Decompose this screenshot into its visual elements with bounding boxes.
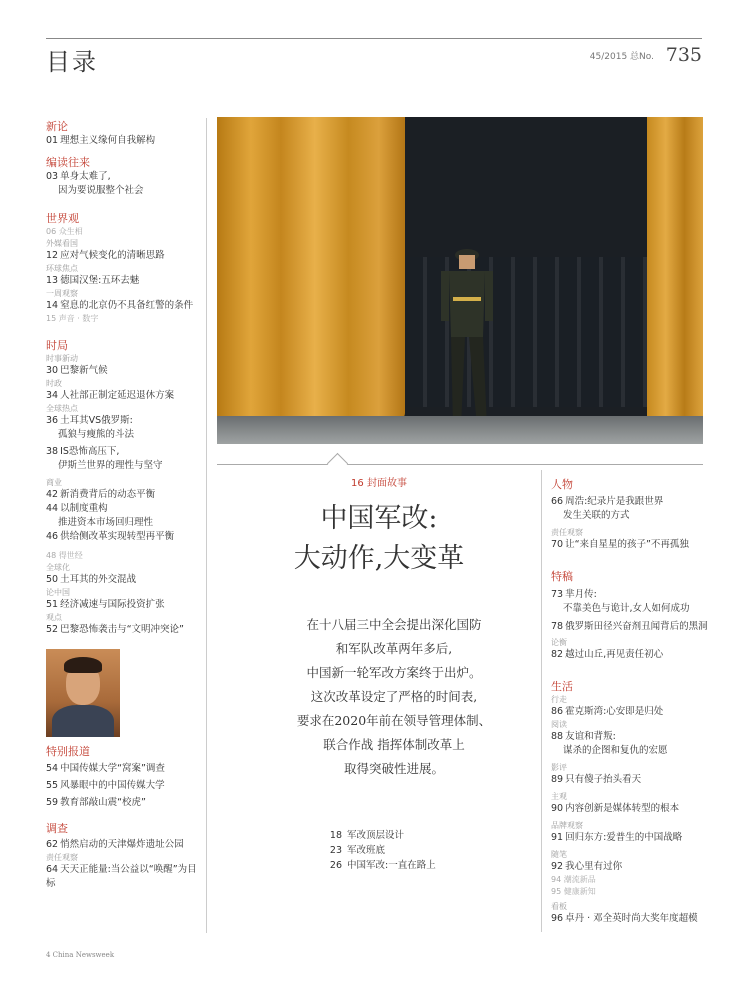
section-title: 编读往来 (46, 156, 90, 169)
subsection-label: 主观 (551, 792, 567, 801)
subsection-label: 一周观察 (46, 289, 78, 298)
toc-entry[interactable]: 92 我心里有过你 (551, 861, 623, 872)
section-title: 世界观 (46, 212, 79, 225)
minor-entry[interactable]: 15 声音 · 数字 (46, 314, 99, 323)
toc-entry[interactable]: 23 军改班底 (329, 845, 386, 856)
cover-headline: 中国军改: 大动作,大变革 (293, 503, 465, 574)
toc-entry[interactable]: 26 中国军改:一直在路上 (329, 860, 436, 871)
toc-entry[interactable]: 50 土耳其的外交混战 (46, 574, 137, 585)
toc-entry[interactable]: 73 芈月传: 不靠美色与诡计,女人如何成功 (551, 589, 690, 614)
toc-entry[interactable]: 55 风暴眼中的中国传媒大学 (46, 780, 165, 791)
subsection-label: 责任观察 (46, 853, 78, 862)
subsection-label: 时事新动 (46, 354, 78, 363)
column-divider (541, 470, 542, 932)
subsection-label: 行走 (551, 695, 567, 704)
subsection-label: 商业 (46, 478, 62, 487)
section-title: 新论 (46, 120, 68, 133)
toc-entry[interactable]: 64 天天正能量:当公益以“唤醒”为目标 (46, 864, 197, 889)
toc-entry[interactable]: 01 理想主义缘何自我解构 (46, 135, 156, 146)
left-column (46, 112, 206, 891)
toc-entry[interactable]: 66 周浩:纪录片是我跟世界 发生关联的方式 (551, 496, 664, 521)
section-rule (217, 464, 703, 465)
curtain-left (217, 117, 405, 433)
subsection-label: 论中国 (46, 588, 70, 597)
toc-entry[interactable]: 82 越过山丘,再见责任初心 (551, 649, 664, 660)
subsection-label: 随笔 (551, 850, 567, 859)
cover-lead: 在十八届三中全会提出深化国防 和军队改革两年多后, 中国新一轮军改方案终于出炉。 这次改革设定了严格的时间表, 要求在2020年前在领导管理体制、 联合作战 指挥体制改革上 取得突破性进展。 (296, 617, 492, 776)
minor-entry[interactable]: 48 得世经 (46, 551, 83, 560)
toc-entry[interactable]: 03 单身太难了, 因为要说服整个社会 (46, 171, 144, 196)
subsection-label: 影评 (551, 763, 567, 772)
section-title: 人物 (551, 478, 573, 491)
toc-entry[interactable]: 62 悄然启动的天津爆炸遗址公园 (46, 839, 184, 850)
toc-entry[interactable]: 86 霍克斯湾:心安即是归处 (551, 706, 664, 717)
toc-entry[interactable]: 51 经济减速与国际投资扩张 (46, 599, 165, 610)
subsection-label: 论衡 (551, 638, 567, 647)
toc-entry[interactable]: 18 军改顶层设计 (329, 830, 405, 841)
toc-entry[interactable]: 46 供给侧改革实现转型再平衡 (46, 531, 175, 542)
section-title: 特稿 (551, 570, 573, 583)
toc-entry[interactable]: 42 新消费背后的动态平衡 (46, 489, 156, 500)
subsection-label: 看板 (551, 902, 567, 911)
honor-guard-figure (439, 237, 495, 437)
minor-entry[interactable]: 06 众生相 (46, 227, 83, 236)
cover-story (217, 470, 541, 781)
minor-entry[interactable]: 94 潮流新品 (551, 875, 596, 884)
toc-entry[interactable]: 89 只有傻子抬头看天 (551, 774, 642, 785)
issue-number: 45/2015 (589, 52, 628, 62)
curtain-right (647, 117, 703, 433)
subsection-label: 阅读 (551, 720, 567, 729)
subsection-label: 品牌观察 (551, 821, 583, 830)
toc-entry[interactable]: 52 巴黎恐怖袭击与“文明冲突论” (46, 624, 184, 635)
toc-entry[interactable]: 36 土耳其VS俄罗斯: 孤狼与瘦熊的斗法 (46, 415, 135, 440)
cover-story-label[interactable]: 16 封面故事 (351, 478, 407, 489)
subsection-label: 责任观察 (551, 528, 583, 537)
section-title: 调查 (46, 822, 68, 835)
toc-entry[interactable]: 12 应对气候变化的清晰思路 (46, 250, 165, 261)
section-title: 生活 (551, 680, 573, 693)
toc-entry[interactable]: 91 回归东方:爱普生的中国战略 (551, 832, 683, 843)
page-footer: 4 China Newsweek (46, 951, 115, 959)
toc-entry[interactable]: 54 中国传媒大学“窝案”调查 (46, 763, 165, 774)
page-title: 目录 (46, 48, 98, 76)
total-label: 总No. (630, 52, 654, 62)
toc-entry[interactable]: 90 内容创新是媒体转型的根本 (551, 803, 680, 814)
cover-story-list (320, 828, 436, 873)
subsection-label: 环球焦点 (46, 264, 78, 273)
toc-entry[interactable]: 70 让“来自星星的孩子”不再孤独 (551, 539, 689, 550)
author-photo (46, 649, 120, 737)
toc-entry[interactable]: 14 窒息的北京仍不具备红警的条件 (46, 300, 194, 311)
toc-entry[interactable]: 34 人社部正制定延迟退休方案 (46, 390, 175, 401)
minor-entry[interactable]: 95 健康新知 (551, 887, 596, 896)
subsection-label: 外媒看国 (46, 239, 78, 248)
section-title: 时局 (46, 339, 68, 352)
column-divider (206, 118, 207, 933)
toc-entry[interactable]: 59 教育部敲山震“校虎” (46, 797, 146, 808)
issue-label (590, 49, 654, 62)
total-number: 735 (665, 44, 702, 66)
section-title: 特别报道 (46, 745, 90, 758)
toc-entry[interactable]: 13 德国汉堡:五环去魅 (46, 275, 140, 286)
subsection-label: 全球热点 (46, 404, 78, 413)
toc-entry[interactable]: 78 俄罗斯田径兴奋剂丑闻背后的黑洞 (551, 621, 708, 632)
toc-entry[interactable]: 96 卓丹 · 邓全英时尚大奖年度超模 (551, 913, 698, 924)
subsection-label: 观点 (46, 613, 62, 622)
toc-entry[interactable]: 30 巴黎新气候 (46, 365, 108, 376)
stage-floor (217, 416, 703, 444)
toc-entry[interactable]: 88 友谊和背叛: 谋杀的企图和复仇的宏愿 (551, 731, 668, 756)
subsection-label: 时政 (46, 379, 62, 388)
subsection-label: 全球化 (46, 563, 70, 572)
toc-entry[interactable]: 38 IS恐怖高压下, 伊斯兰世界的理性与坚守 (46, 446, 163, 471)
toc-entry[interactable]: 44 以制度重构 推进资本市场回归理性 (46, 503, 154, 528)
right-column (551, 470, 711, 926)
top-rule (46, 38, 702, 39)
cover-photo (217, 117, 703, 444)
